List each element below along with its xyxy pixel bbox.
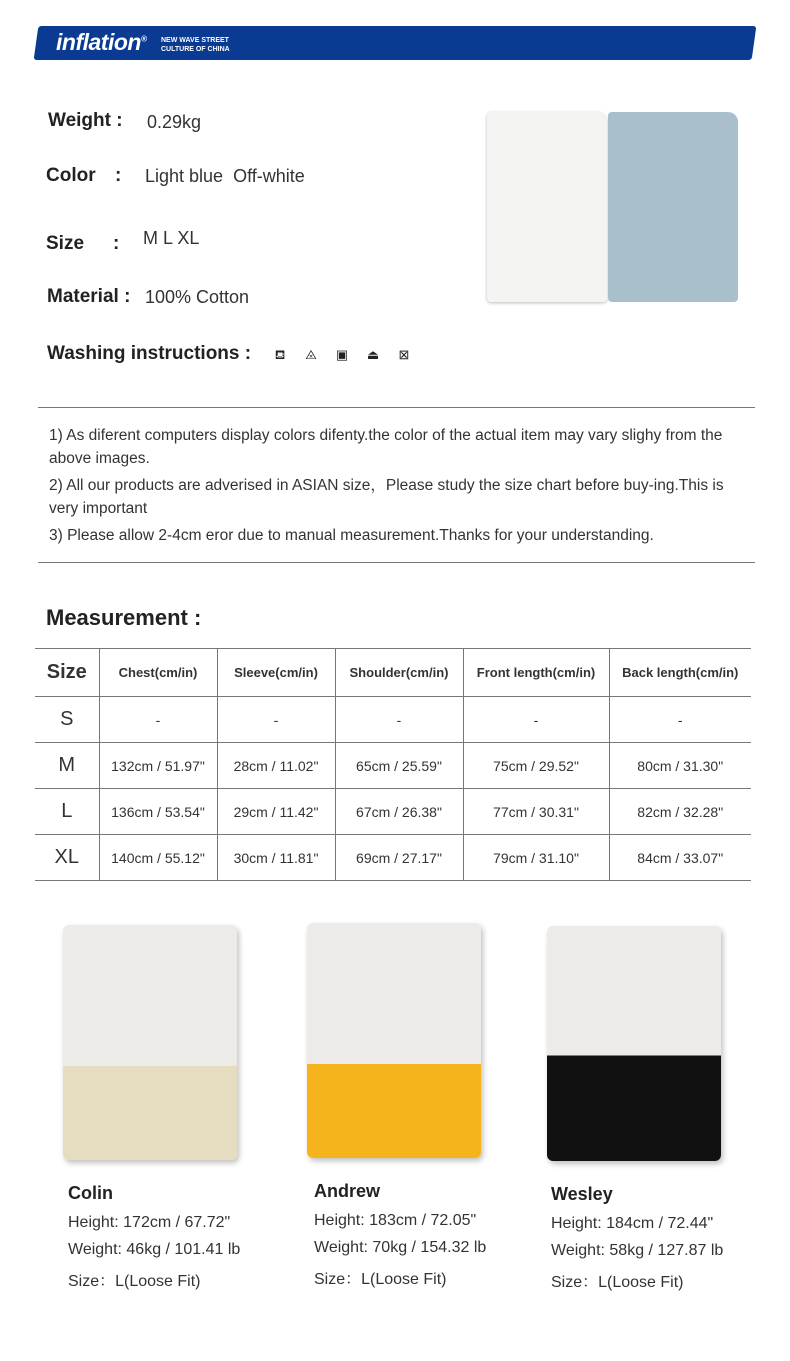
table-cell: 69cm / 27.17" bbox=[335, 835, 463, 881]
table-cell: 28cm / 11.02" bbox=[217, 743, 335, 789]
table-cell: 82cm / 32.28" bbox=[609, 789, 751, 835]
divider bbox=[38, 562, 755, 563]
model-name: Wesley bbox=[551, 1184, 613, 1204]
color-label: Color bbox=[46, 165, 96, 186]
model-size: Size：L(Loose Fit) bbox=[551, 1274, 684, 1291]
table-cell: L bbox=[35, 789, 99, 835]
model-weight: Weight: 70kg / 154.32 lb bbox=[314, 1239, 487, 1256]
model-height: Height: 184cm / 72.44" bbox=[551, 1215, 714, 1232]
model-info-andrew bbox=[314, 1181, 486, 1289]
table-cell: - bbox=[609, 697, 751, 743]
table-cell: - bbox=[99, 697, 217, 743]
divider bbox=[38, 407, 755, 408]
table-cell: 65cm / 25.59" bbox=[335, 743, 463, 789]
washing-icons bbox=[273, 346, 428, 364]
table-cell: 79cm / 31.10" bbox=[463, 835, 609, 881]
table-cell: M bbox=[35, 743, 99, 789]
model-name: Andrew bbox=[314, 1181, 381, 1201]
header-cell: Size bbox=[35, 649, 99, 697]
size-value: M L XL bbox=[143, 228, 200, 248]
iron-icon: ⏏ bbox=[366, 347, 380, 362]
note-3: 3) Please allow 2-4cm eror due to manual measurement.Thanks for your understanding. bbox=[49, 527, 654, 544]
table-cell: - bbox=[217, 697, 335, 743]
model-info-colin bbox=[68, 1183, 240, 1291]
header-cell: Back length(cm/in) bbox=[609, 649, 751, 697]
model-size: Size：L(Loose Fit) bbox=[68, 1273, 201, 1290]
note-1: 1) As diferent computers display colors difenty.the color of the actual item may vary slighy from the above images. bbox=[49, 427, 723, 467]
model-info-wesley bbox=[551, 1184, 723, 1292]
model-photo-andrew bbox=[307, 923, 481, 1158]
table-cell: S bbox=[35, 697, 99, 743]
table-cell: 132cm / 51.97" bbox=[99, 743, 217, 789]
do-not-dry-clean-icon: ⊠ bbox=[398, 347, 410, 362]
header-cell: Shoulder(cm/in) bbox=[335, 649, 463, 697]
material-label: Material : bbox=[47, 286, 131, 307]
table-cell: 67cm / 26.38" bbox=[335, 789, 463, 835]
table-cell: 30cm / 11.81" bbox=[217, 835, 335, 881]
product-image-off-white bbox=[487, 112, 607, 302]
table-row bbox=[35, 743, 751, 789]
header-cell: Front length(cm/in) bbox=[463, 649, 609, 697]
model-photo-wesley bbox=[547, 926, 721, 1161]
table-cell: 136cm / 53.54" bbox=[99, 789, 217, 835]
table-cell: 80cm / 31.30" bbox=[609, 743, 751, 789]
model-weight: Weight: 46kg / 101.41 lb bbox=[68, 1241, 241, 1258]
table-cell: 75cm / 29.52" bbox=[463, 743, 609, 789]
table-row bbox=[35, 789, 751, 835]
model-height: Height: 172cm / 67.72" bbox=[68, 1214, 231, 1231]
model-name: Colin bbox=[68, 1183, 113, 1203]
table-row bbox=[35, 697, 751, 743]
table-cell: 140cm / 55.12" bbox=[99, 835, 217, 881]
size-table bbox=[35, 648, 751, 881]
product-image-light-blue bbox=[608, 112, 738, 302]
table-row bbox=[35, 835, 751, 881]
model-photo-colin bbox=[63, 925, 237, 1160]
weight-label: Weight : bbox=[48, 110, 123, 131]
model-weight: Weight: 58kg / 127.87 lb bbox=[551, 1242, 724, 1259]
color-sep: : bbox=[115, 165, 122, 186]
table-cell: 77cm / 30.31" bbox=[463, 789, 609, 835]
model-height: Height: 183cm / 72.05" bbox=[314, 1212, 477, 1229]
hand-wash-icon: ⛾ bbox=[274, 347, 286, 362]
weight-value: 0.29kg bbox=[147, 112, 202, 132]
table-cell: XL bbox=[35, 835, 99, 881]
color-value: Light blue Off-white bbox=[145, 166, 305, 186]
table-cell: 84cm / 33.07" bbox=[609, 835, 751, 881]
table-cell: 29cm / 11.42" bbox=[217, 789, 335, 835]
measurement-title: Measurement : bbox=[46, 605, 202, 630]
table-cell: - bbox=[335, 697, 463, 743]
material-value: 100% Cotton bbox=[145, 287, 250, 307]
note-2: 2) All our products are adverised in ASIAN size，Please study the size chart before buy-ing.This is very important bbox=[49, 477, 724, 517]
size-sep: : bbox=[113, 233, 120, 254]
brand-logo: inflation® bbox=[56, 29, 147, 55]
do-not-bleach-icon: ⨻ bbox=[305, 347, 317, 362]
tumble-dry-icon: ▣ bbox=[335, 347, 349, 362]
header-cell: Chest(cm/in) bbox=[99, 649, 217, 697]
model-size: Size：L(Loose Fit) bbox=[314, 1271, 447, 1288]
washing-label: Washing instructions : bbox=[47, 343, 252, 364]
header-cell: Sleeve(cm/in) bbox=[217, 649, 335, 697]
table-header-row bbox=[35, 649, 751, 697]
size-label: Size bbox=[46, 233, 85, 254]
brand-tagline: NEW WAVE STREET CULTURE OF CHINA bbox=[161, 37, 230, 53]
table-cell: - bbox=[463, 697, 609, 743]
